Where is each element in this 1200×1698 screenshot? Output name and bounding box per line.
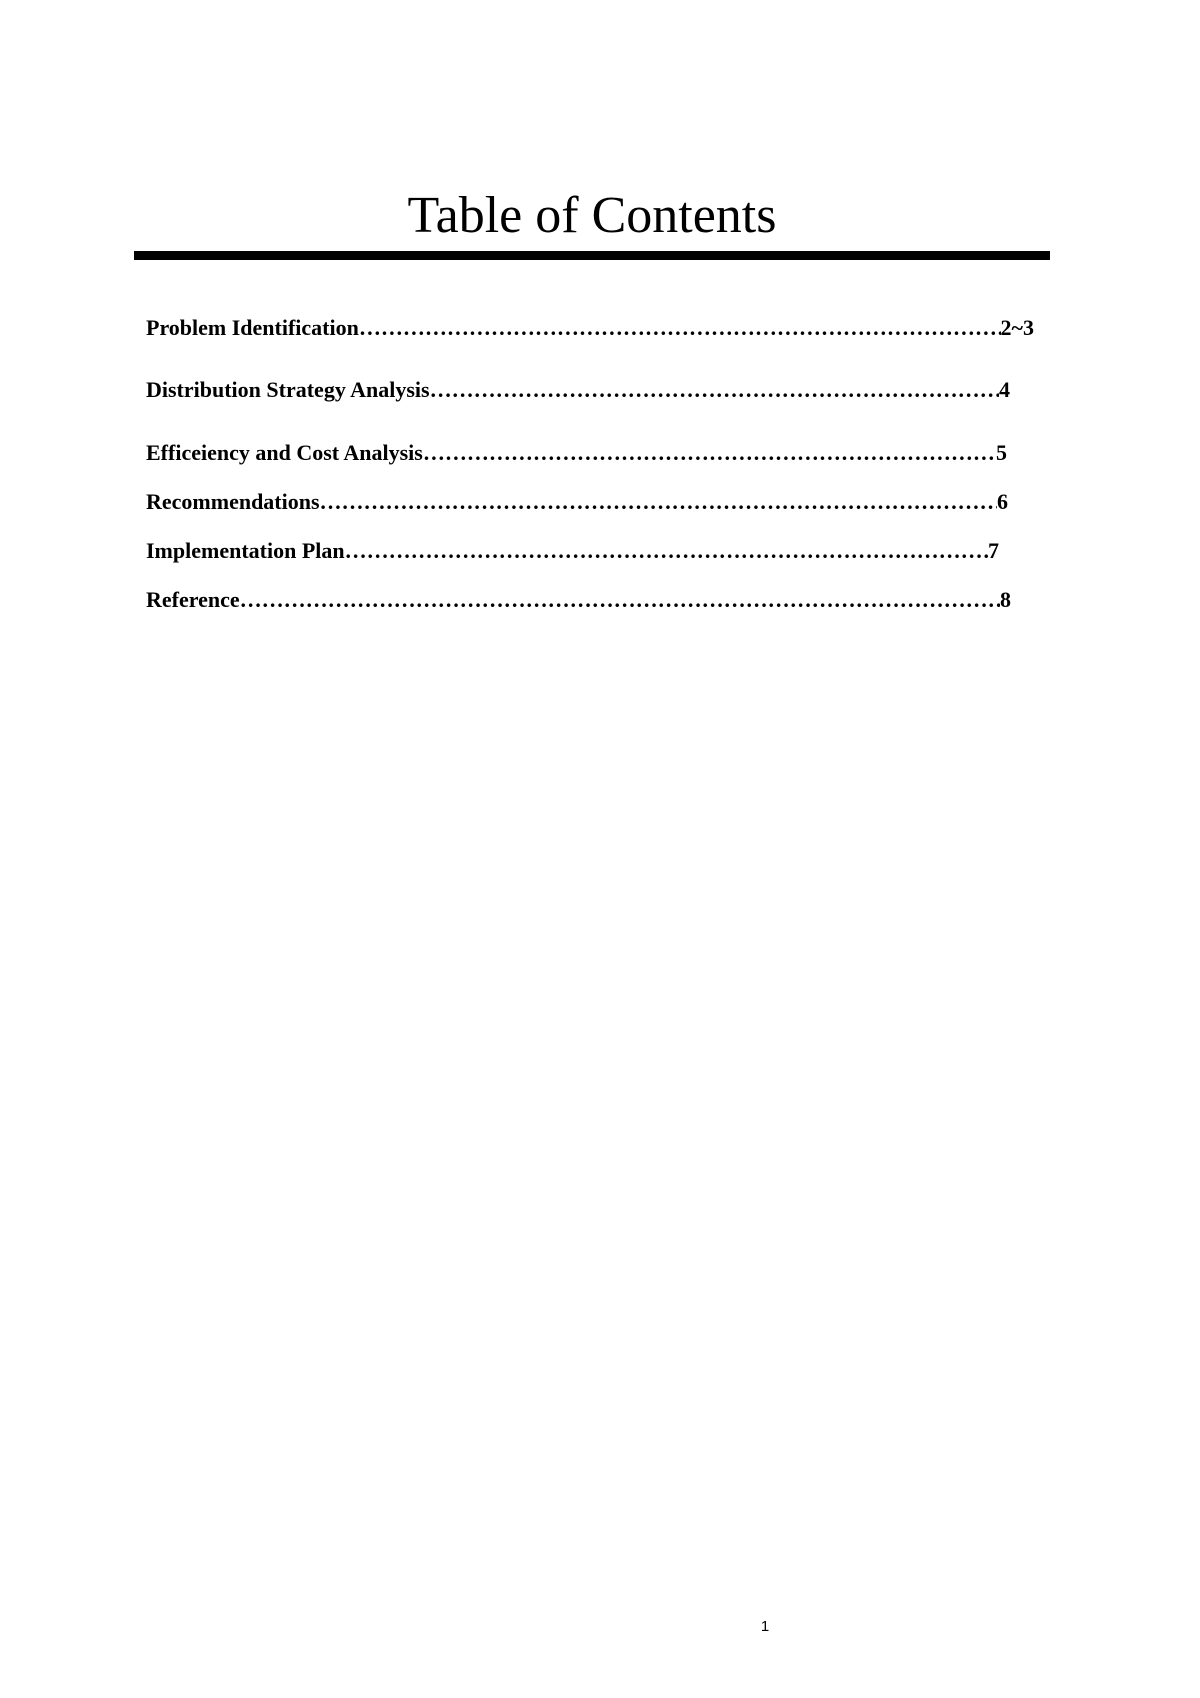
toc-entry-problem-identification <box>146 314 1034 342</box>
toc-leader-dots <box>359 314 1001 342</box>
toc-entry-label: Reference <box>146 587 240 612</box>
toc-entry-reference <box>146 586 1011 614</box>
toc-entry-label: Implementation Plan <box>146 538 345 563</box>
toc-entry-label: Recommendations <box>146 489 320 514</box>
toc-leader-dots <box>320 488 997 516</box>
toc-entry-label: Efficeiency and Cost Analysis <box>146 440 423 465</box>
toc-entry-page: 5 <box>996 440 1007 465</box>
toc-entry-distribution-strategy-analysis <box>146 376 1010 404</box>
toc-entry-page: 4 <box>999 377 1010 402</box>
page-number: 1 <box>760 1618 770 1635</box>
toc-entry-implementation-plan <box>146 537 999 565</box>
toc-entry-page: 8 <box>1000 587 1011 612</box>
toc-leader-dots <box>240 586 1000 614</box>
toc-leader-dots <box>430 376 999 404</box>
toc-entry-efficiency-and-cost-analysis <box>146 439 1007 467</box>
toc-entry-label: Problem Identification <box>146 315 359 340</box>
toc-entry-label: Distribution Strategy Analysis <box>146 377 430 402</box>
toc-leader-dots <box>423 439 996 467</box>
toc-entry-recommendations <box>146 488 1008 516</box>
toc-entry-page: 7 <box>988 538 999 563</box>
toc-leader-dots <box>345 537 988 565</box>
toc-entry-page: 6 <box>997 489 1008 514</box>
toc-title: Table of Contents <box>407 187 777 244</box>
title-rule <box>134 251 1050 260</box>
toc-entry-page: 2~3 <box>1000 315 1034 340</box>
